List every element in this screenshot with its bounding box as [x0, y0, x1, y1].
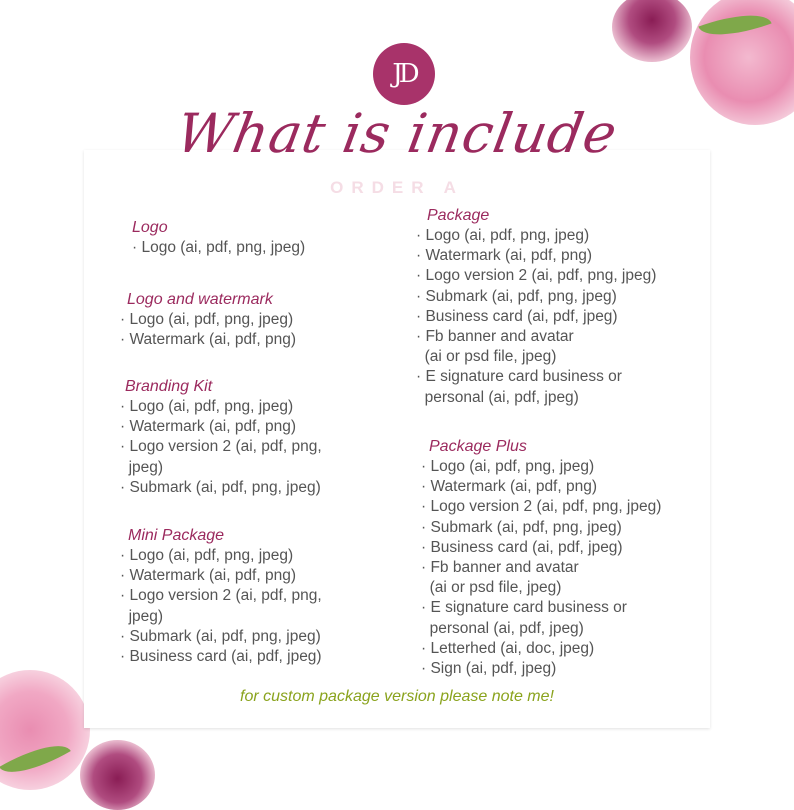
section-heading: Branding Kit [125, 378, 213, 395]
list-item: · E signature card business or [421, 599, 627, 617]
list-item: (ai or psd file, jpeg) [416, 348, 557, 366]
section-heading: Package Plus [429, 438, 527, 455]
list-item: · Watermark (ai, pdf, png) [120, 418, 297, 436]
list-item: · Submark (ai, pdf, png, jpeg) [120, 627, 321, 645]
list-item: · Business card (ai, pdf, jpeg) [120, 648, 322, 666]
list-item: · Logo (ai, pdf, png, jpeg) [416, 227, 590, 244]
peony-bud-top-right-illustration [612, 0, 692, 62]
section-mini-package [120, 526, 322, 667]
section-branding-kit [120, 377, 322, 498]
list-item: · Logo (ai, pdf, png, jpeg) [120, 311, 294, 328]
list-item: · Logo (ai, pdf, png, jpeg) [421, 458, 595, 475]
section-heading: Mini Package [128, 527, 225, 544]
list-item: · Sign (ai, pdf, jpeg) [421, 660, 557, 678]
list-item: · Logo (ai, pdf, png, jpeg) [132, 239, 306, 256]
list-item: · Business card (ai, pdf, jpeg) [416, 307, 618, 325]
list-item: jpeg) [120, 458, 164, 476]
list-item: · Letterhed (ai, doc, jpeg) [421, 639, 595, 657]
section-heading: Logo [132, 219, 168, 236]
list-item: · E signature card business or [416, 368, 622, 386]
list-item: · Submark (ai, pdf, png, jpeg) [416, 287, 617, 305]
list-item: · Watermark (ai, pdf, png) [416, 247, 593, 265]
brand-logo: JD [373, 43, 435, 105]
section-items [120, 397, 322, 498]
list-item: · Fb banner and avatar [416, 328, 574, 346]
section-heading: Package [427, 207, 490, 224]
list-item: · Business card (ai, pdf, jpeg) [421, 538, 623, 556]
section-logo-and-watermark [120, 290, 296, 350]
list-item: personal (ai, pdf, jpeg) [416, 388, 579, 406]
section-items [416, 226, 656, 408]
page-title: What is include [171, 102, 623, 165]
list-item: · Logo version 2 (ai, pdf, png, jpeg) [421, 498, 662, 516]
page-subtitle: ORDER A [330, 178, 464, 197]
section-package [416, 206, 656, 408]
list-item: · Logo version 2 (ai, pdf, png, [120, 587, 322, 605]
list-item: · Logo version 2 (ai, pdf, png, [120, 438, 322, 456]
list-item: · Logo version 2 (ai, pdf, png, jpeg) [416, 267, 657, 285]
section-items [120, 546, 322, 667]
list-item: (ai or psd file, jpeg) [421, 579, 562, 597]
custom-package-note: for custom package version please note me! [240, 688, 554, 705]
peony-bud-bottom-left-illustration [80, 740, 155, 810]
list-item: · Watermark (ai, pdf, png) [421, 478, 598, 496]
list-item: · Fb banner and avatar [421, 559, 579, 577]
list-item: · Watermark (ai, pdf, png) [120, 567, 297, 585]
section-heading: Logo and watermark [127, 291, 273, 308]
list-item: · Submark (ai, pdf, png, jpeg) [120, 478, 321, 496]
list-item: · Logo (ai, pdf, png, jpeg) [120, 398, 294, 415]
section-items [132, 238, 305, 258]
list-item: · Logo (ai, pdf, png, jpeg) [120, 547, 294, 564]
list-item: personal (ai, pdf, jpeg) [421, 619, 584, 637]
section-logo [132, 218, 305, 258]
section-items [120, 310, 296, 350]
section-package-plus [421, 437, 661, 679]
section-items [421, 457, 661, 679]
list-item: jpeg) [120, 607, 164, 625]
list-item: · Watermark (ai, pdf, png) [120, 331, 297, 349]
list-item: · Submark (ai, pdf, png, jpeg) [421, 518, 622, 536]
